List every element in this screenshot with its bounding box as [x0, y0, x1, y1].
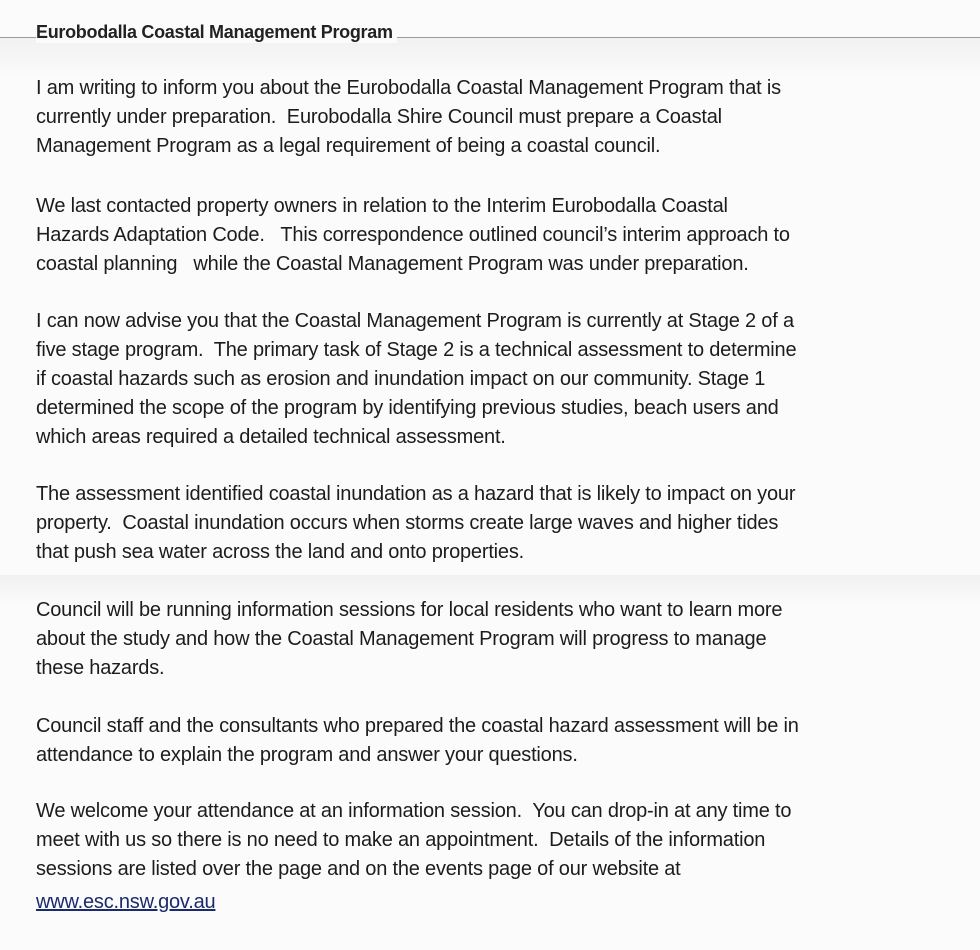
paragraph	[36, 480, 795, 567]
text-line: currently under preparation. Eurobodalla Shire Council must prepare a Coastal	[36, 106, 722, 128]
text-line: The assessment identified coastal inundation as a hazard that is likely to impact on your	[36, 483, 796, 505]
paragraph	[36, 74, 781, 161]
paragraph	[36, 596, 782, 683]
text-line: We last contacted property owners in relation to the Interim Eurobodalla Coastal	[36, 195, 728, 217]
text-line: Management Program as a legal requirement of being a coastal council.	[36, 135, 661, 157]
document-title: Eurobodalla Coastal Management Program	[36, 22, 397, 43]
text-line: attendance to explain the program and answer your questions.	[36, 744, 578, 766]
text-line: I am writing to inform you about the Eurobodalla Coastal Management Program that is	[36, 77, 781, 99]
scan-shadow	[0, 38, 980, 78]
text-line: if coastal hazards such as erosion and inundation impact on our community. Stage 1	[36, 368, 766, 390]
text-line: Council staff and the consultants who prepared the coastal hazard assessment will be in	[36, 715, 799, 737]
paragraph	[36, 192, 790, 279]
text-line: that push sea water across the land and onto properties.	[36, 541, 524, 563]
paragraph	[36, 797, 791, 884]
text-line: these hazards.	[36, 657, 165, 679]
text-line: I can now advise you that the Coastal Management Program is currently at Stage 2 of a	[36, 310, 794, 332]
text-line: five stage program. The primary task of Stage 2 is a technical assessment to determine	[36, 339, 797, 361]
text-line: about the study and how the Coastal Management Program will progress to manage	[36, 628, 767, 650]
text-line: Council will be running information sessions for local residents who want to learn more	[36, 599, 783, 621]
website-link[interactable]: www.esc.nsw.gov.au	[36, 891, 216, 913]
text-line: meet with us so there is no need to make an appointment. Details of the information	[36, 829, 766, 851]
text-line: which areas required a detailed technical assessment.	[36, 426, 506, 448]
text-line: We welcome your attendance at an information session. You can drop-in at any time to	[36, 800, 792, 822]
text-line: property. Coastal inundation occurs when storms create large waves and higher tides	[36, 512, 779, 534]
text-line: determined the scope of the program by identifying previous studies, beach users and	[36, 397, 779, 419]
text-line: coastal planning while the Coastal Management Program was under preparation.	[36, 253, 749, 275]
text-line: sessions are listed over the page and on the events page of our website at	[36, 858, 681, 880]
paragraph	[36, 307, 796, 452]
paragraph	[36, 712, 799, 770]
text-line: Hazards Adaptation Code. This correspondence outlined council’s interim approach to	[36, 224, 790, 246]
